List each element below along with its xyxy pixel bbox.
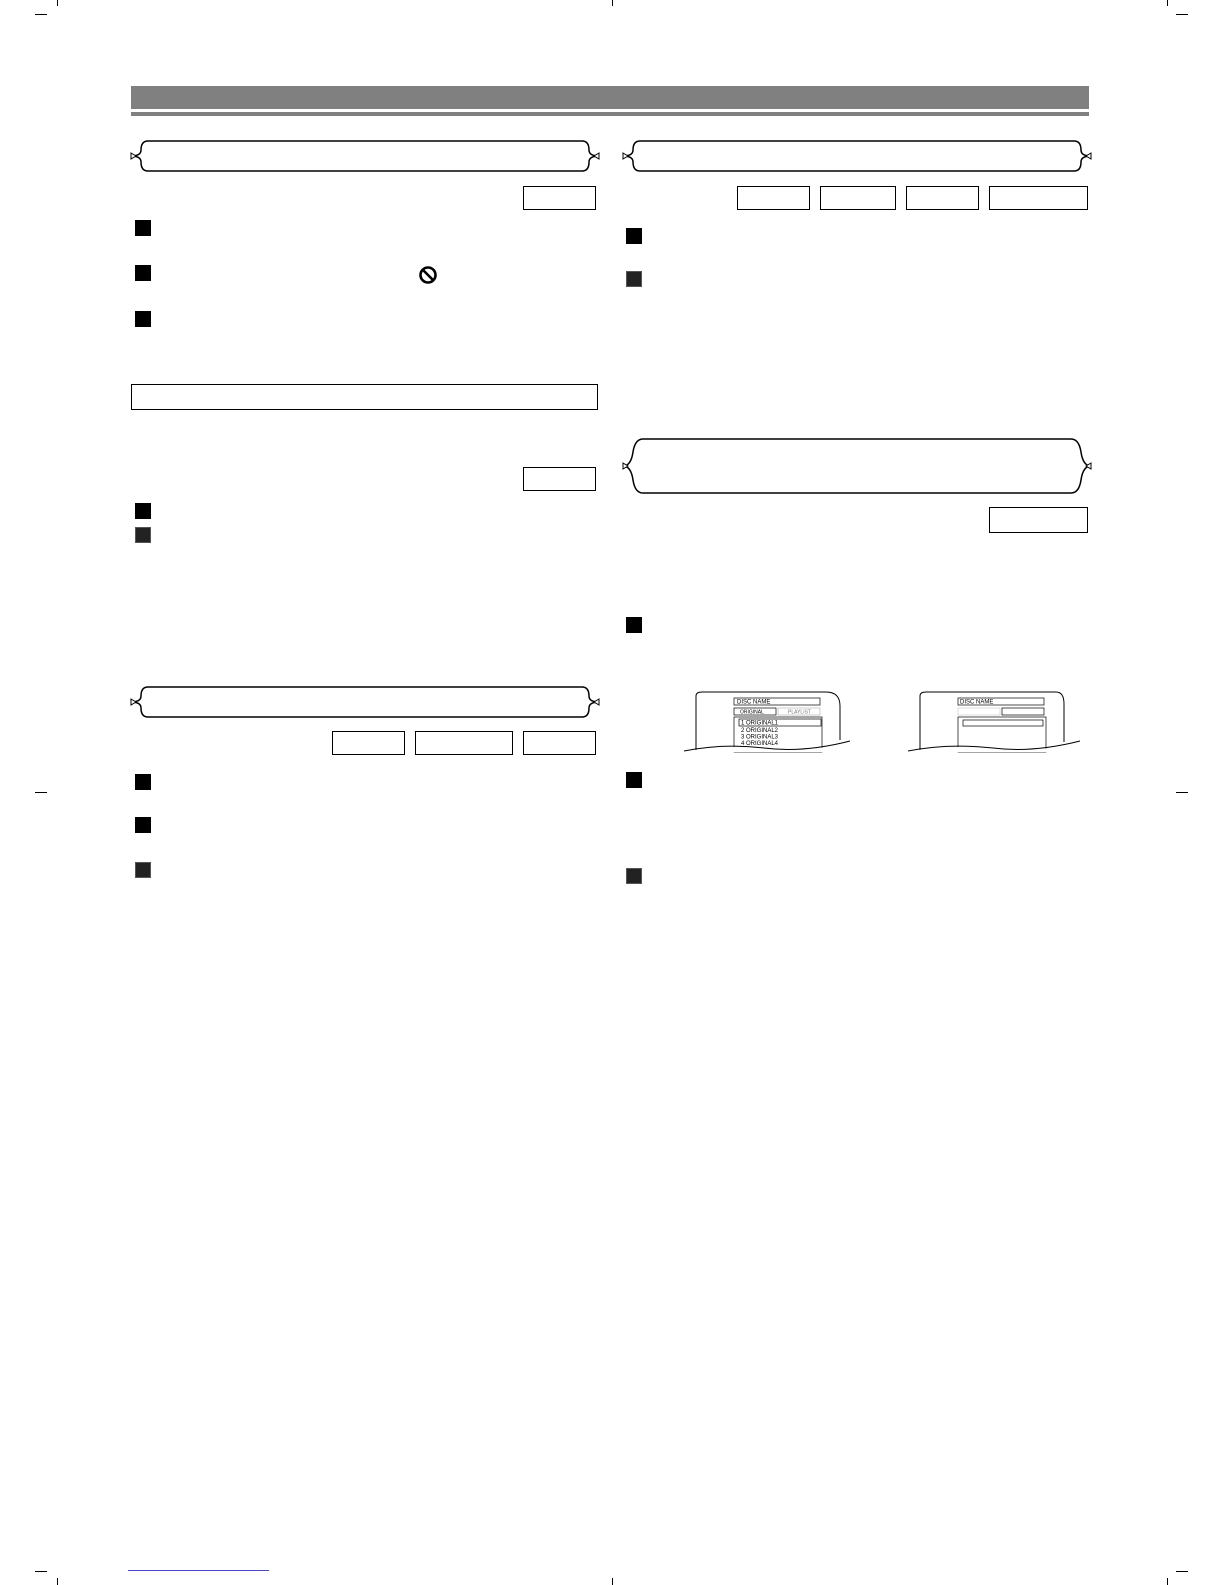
step-marker-2 bbox=[135, 265, 151, 281]
disc-type-tag bbox=[906, 186, 979, 210]
crop-mark-bottom-right-v bbox=[1167, 1578, 1168, 1585]
crop-mark-bottom-left-v bbox=[57, 1578, 58, 1585]
disc-type-tag bbox=[989, 507, 1088, 533]
crop-mark-bottom-left bbox=[35, 1571, 47, 1572]
crop-mark-top-right-v bbox=[1167, 0, 1168, 6]
crop-mark-mid-right bbox=[1176, 792, 1188, 793]
osd-list-item: 2 ORIGINAL2 bbox=[741, 728, 779, 734]
crop-mark-top-left bbox=[35, 14, 47, 15]
disc-type-tag bbox=[415, 731, 513, 755]
osd-tab-original: ORIGINAL bbox=[740, 709, 764, 716]
crop-mark-top-left-v bbox=[57, 0, 58, 6]
crop-mark-top-center bbox=[612, 0, 613, 6]
step-marker-2 bbox=[626, 772, 642, 788]
osd-list-item: 4 ORIGINAL4 bbox=[741, 741, 779, 747]
section-banner-left-1 bbox=[129, 140, 601, 172]
crop-mark-bottom-center bbox=[612, 1578, 613, 1585]
step-marker-3 bbox=[135, 311, 151, 327]
step-marker-2 bbox=[135, 817, 151, 833]
crop-mark-bottom-right bbox=[1176, 1571, 1188, 1572]
disc-type-tag bbox=[332, 731, 405, 755]
osd-disc-name-label: DISC NAME bbox=[960, 699, 994, 706]
step-marker-1 bbox=[135, 220, 151, 236]
step-marker-1 bbox=[626, 228, 642, 244]
osd-screen-disc-name bbox=[908, 692, 1080, 752]
osd-list-item: 3 ORIGINAL3 bbox=[741, 734, 779, 741]
crop-mark-top-right bbox=[1176, 14, 1188, 15]
step-marker-1 bbox=[135, 774, 151, 790]
note-box bbox=[131, 384, 598, 410]
step-marker-3 bbox=[135, 862, 151, 878]
disc-type-tag bbox=[820, 186, 896, 210]
section-banner-right-1 bbox=[621, 140, 1093, 172]
section-banner-left-2 bbox=[129, 686, 601, 718]
osd-screen-original-list bbox=[684, 692, 850, 752]
disc-type-tag bbox=[737, 186, 810, 210]
step-marker-2 bbox=[626, 271, 642, 287]
disc-type-tag bbox=[523, 467, 596, 491]
osd-list-item: 1 ORIGINAL1 bbox=[741, 720, 779, 727]
footer-link-underline[interactable] bbox=[128, 1570, 269, 1571]
step-marker-1 bbox=[135, 503, 151, 519]
section-banner-right-2 bbox=[621, 438, 1093, 494]
page-header-rule bbox=[131, 112, 1089, 116]
no-entry-icon bbox=[418, 265, 438, 285]
disc-type-tag bbox=[523, 731, 596, 755]
disc-type-tag bbox=[523, 186, 596, 210]
step-marker-1 bbox=[626, 617, 642, 633]
step-marker-2 bbox=[135, 527, 151, 543]
page-header-bar bbox=[131, 86, 1089, 109]
osd-disc-name-label: DISC NAME bbox=[737, 699, 771, 706]
crop-mark-mid-left bbox=[35, 792, 47, 793]
disc-type-tag bbox=[989, 186, 1088, 210]
step-marker-3 bbox=[626, 868, 642, 884]
osd-tab-playlist: PLAYLIST bbox=[788, 709, 811, 716]
